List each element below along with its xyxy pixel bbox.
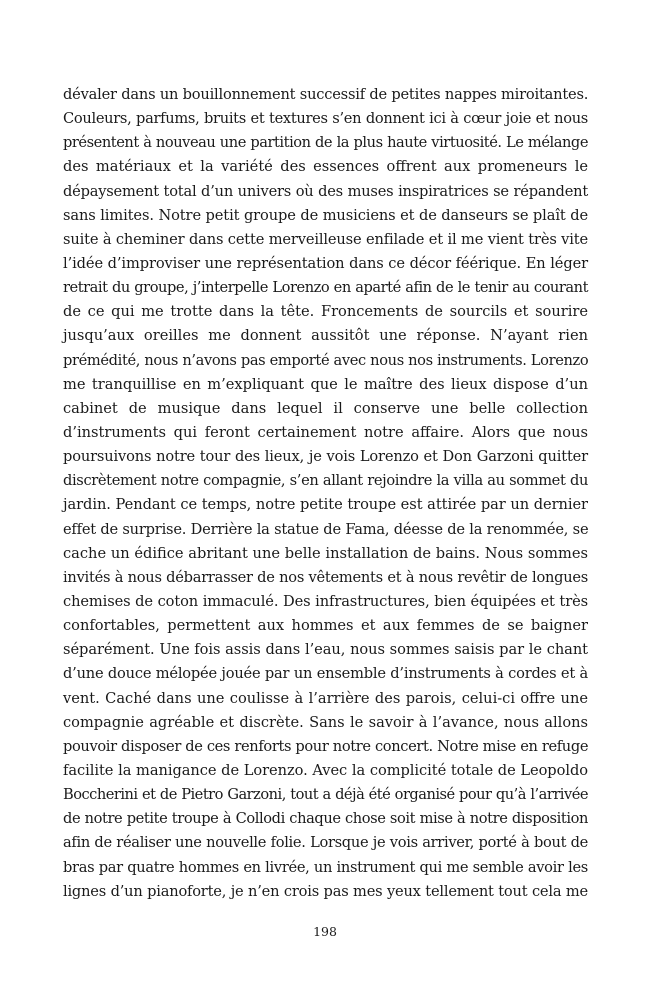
text-line: de ce qui me trotte dans la tête. Froncements de sourcils et sourire [63,303,588,321]
text-line: confortables, permettent aux hommes et aux femmes de se baigner [63,617,588,635]
text-line: Couleurs, parfums, bruits et textures s’en donnent ici à cœur joie et nous [63,110,588,128]
text-line: discrètement notre compagnie, s’en allant rejoindre la villa au sommet du [63,472,588,490]
text-line: retrait du groupe, j’interpelle Lorenzo en aparté afin de le tenir au courant [63,279,588,297]
text-line: compagnie agréable et discrète. Sans le savoir à l’avance, nous allons [63,713,588,731]
text-line: des matériaux et la variété des essences offrent aux promeneurs le [63,158,588,176]
text-line: cache un édifice abritant une belle installation de bains. Nous sommes [63,544,588,562]
page-number: 198 [313,924,337,939]
text-line: d’une douce mélopée jouée par un ensemble d’instruments à cordes et à [63,665,588,683]
text-line: pouvoir disposer de ces renforts pour notre concert. Notre mise en refuge [63,737,589,755]
text-line: dépaysement total d’un univers où des muses inspiratrices se répandent [63,182,588,200]
text-line: chemises de coton immaculé. Des infrastructures, bien équipées et très [63,592,588,610]
text-line: sans limites. Notre petit groupe de musiciens et de danseurs se plaît de [63,206,588,224]
text-line: lignes d’un pianoforte, je n’en crois pas mes yeux tellement tout cela me [63,882,588,900]
text-line: jardin. Pendant ce temps, notre petite troupe est attirée par un dernier [63,496,588,514]
text-line: cabinet de musique dans lequel il conserve une belle collection [63,399,588,417]
text-line: d’instruments qui feront certainement notre affaire. Alors que nous [63,423,588,441]
text-line: facilite la manigance de Lorenzo. Avec la complicité totale de Leopoldo [63,761,588,779]
text-line: vent. Caché dans une coulisse à l’arrière des parois, celui-ci offre une [63,689,588,707]
body-paragraph [63,83,588,904]
text-line: dévaler dans un bouillonnement successif de petites nappes miroitantes. [63,86,589,103]
text-line: de notre petite troupe à Collodi chaque chose soit mise à notre disposition [63,810,588,828]
text-line: Boccherini et de Pietro Garzoni, tout a déjà été organisé pour qu’à l’arrivée [63,786,588,804]
text-line: poursuivons notre tour des lieux, je vois Lorenzo et Don Garzoni quitter [63,448,588,466]
text-line: invités à nous débarrasser de nos vêtements et à nous revêtir de longues [63,568,588,586]
text-line: prémédité, nous n’avons pas emporté avec nous nos instruments. Lorenzo [63,351,589,369]
text-line: séparément. Une fois assis dans l’eau, nous sommes saisis par le chant [63,641,588,659]
text-line: présentent à nouveau une partition de la plus haute virtuosité. Le mélange [63,134,588,152]
text-line: effet de surprise. Derrière la statue de Fama, déesse de la renommée, se [63,520,589,538]
text-line: afin de réaliser une nouvelle folie. Lorsque je vois arriver, porté à bout de [63,834,588,852]
text-line: jusqu’aux oreilles me donnent aussitôt une réponse. N’ayant rien [63,327,588,345]
text-line: suite à cheminer dans cette merveilleuse enfilade et il me vient très vite [63,230,588,248]
text-line: l’idée d’improviser une représentation dans ce décor féérique. En léger [63,254,588,272]
text-line: bras par quatre hommes en livrée, un instrument qui me semble avoir les [63,858,588,876]
text-line: me tranquillise en m’expliquant que le maître des lieux dispose d’un [63,375,588,393]
